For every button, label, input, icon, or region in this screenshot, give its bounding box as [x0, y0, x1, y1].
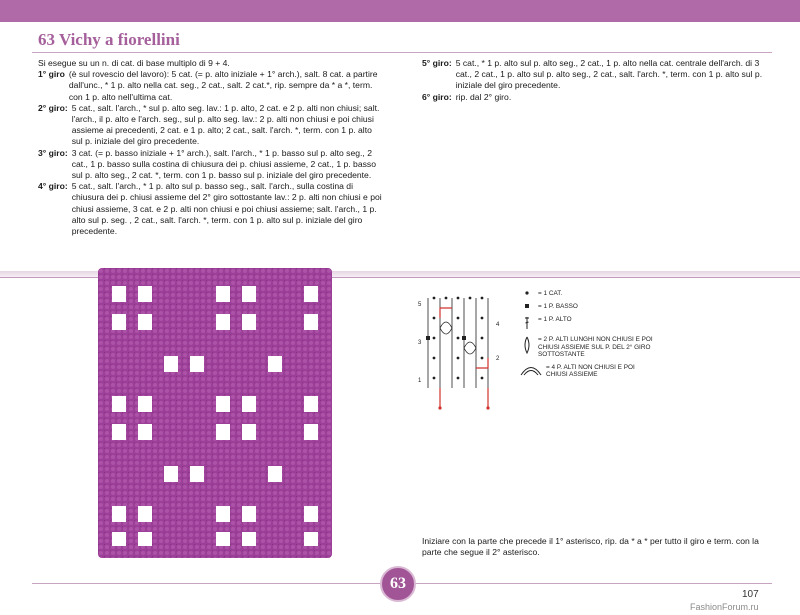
instructions-left [38, 58, 383, 237]
intro-text: Si esegue su un n. di cat. di base multiplo di 9 + 4. [38, 58, 230, 68]
legend-item [520, 303, 658, 310]
title-divider [32, 52, 772, 53]
round-row [38, 148, 383, 182]
round-label: 4° giro: [38, 181, 68, 192]
row-number: 4 [496, 322, 500, 328]
round-text: rip. dal 2° giro. [455, 91, 512, 102]
round-row [422, 58, 767, 92]
square-icon [520, 303, 534, 309]
pattern-number-badge: 63 [380, 566, 416, 602]
round-text: 5 cat., * 1 p. alto sul p. alto seg., 2 cat., 1 p. alto nella cat. centrale dell'arch. di 3 cat., 2 cat., 1 p. alto sul p. alto seg., 2 cat., salt. l'arch. *, term. con 1 p. alto sul p. iniziale del giro precedente. [455, 58, 763, 91]
legend-item [520, 336, 658, 358]
crochet-chart-diagram [416, 288, 516, 410]
instructions-right [422, 58, 767, 103]
legend-text: = 1 P. ALTO [538, 316, 572, 324]
page-number: 107 [742, 589, 759, 600]
long-cluster-icon [520, 336, 534, 354]
round-label: 1° giro [38, 69, 65, 80]
round-row [422, 92, 767, 103]
row-number: 3 [418, 340, 422, 346]
round-text: (è sul rovescio del lavoro): 5 cat. (= p. alto iniziale + 1° arch.), salt. 8 cat. a partire dall'unc., * 1 p. alto nella cat. seg., 2 cat., salt. 2 cat.*, rip. sempre da * a *, term. con 1 p. alto nell'ultima cat. [68, 69, 378, 102]
legend-text: = 1 P. BASSO [538, 303, 578, 311]
round-text: 5 cat., salt. l'arch., * sul p. alto seg. lav.: 1 p. alto, 2 cat. e 2 p. alti non chiusi; salt. l'arch., il p. alto e l'arch. seg., sul p. alto seg. lav.: 2 p. alti non chiusi e poi chiusi assieme ai precedenti, 2 cat. e 1 p. alto; 2 cat., salt. l'arch. *, term. con 1 p. alto sul p. iniziale del giro precedente. [71, 102, 380, 147]
page-title: 63 Vichy a fiorellini [38, 30, 180, 49]
chart-legend [520, 290, 658, 384]
tall-stitch-icon [520, 316, 534, 330]
fan-cluster-icon [520, 364, 542, 376]
row-number: 2 [496, 356, 500, 362]
legend-item [520, 316, 658, 330]
round-label: 3° giro: [38, 147, 68, 158]
row-number: 1 [418, 378, 422, 384]
round-label: 6° giro: [422, 91, 452, 102]
round-label: 5° giro: [422, 58, 452, 68]
top-band [0, 0, 800, 22]
legend-text: = 2 P. ALTI LUNGHI NON CHIUSI E POI CHIUSI ASSIEME SUL P. DEL 2° GIRO SOTTOSTANTE [538, 336, 653, 358]
round-row [38, 181, 383, 237]
watermark: FashionForum.ru [690, 602, 759, 612]
round-label: 2° giro: [38, 102, 68, 113]
legend-item [520, 364, 658, 378]
round-row [38, 103, 383, 148]
row-number: 5 [418, 302, 422, 308]
chain-dot-icon [520, 290, 534, 296]
round-row [38, 69, 383, 103]
legend-text: = 1 CAT. [538, 290, 563, 297]
bottom-note: Iniziare con la parte che precede il 1° asterisco, rip. da * a * per tutto il giro e term. con la parte che segue il 2° asterisco. [422, 536, 759, 558]
round-text: 3 cat. (= p. basso iniziale + 1° arch.), salt. l'arch., * 1 p. basso sul p. alto seg., 2 cat., 1 p. basso sulla costina di chiusura dei p. chiusi assieme, 2 cat., 1 p. basso sul p. alto seg., 2 cat. *, term. con 1 p. basso sul p. iniziale del giro precedente. [71, 147, 376, 181]
legend-text: = 4 P. ALTI NON CHIUSI E POI CHIUSI ASSIEME [546, 364, 635, 379]
legend-item [520, 290, 658, 297]
round-text: 5 cat., salt. l'arch., * 1 p. alto sul p. basso seg., salt. l'arch., sulla costina di chiusura dei p. chiusi assieme del 2° giro sottostante lav.: 2 p. alti non chiusi e poi chiusi assieme, 3 cat. e 2 p. alti non chiusi e poi chiusi assieme; salt. l'arch., 1 p. alto sul p. seg. , 2 cat., salt. l'arch. *, term. con 1 p. alto sul p. iniziale del giro precedente. [71, 181, 382, 237]
swatch-texture [98, 268, 332, 558]
